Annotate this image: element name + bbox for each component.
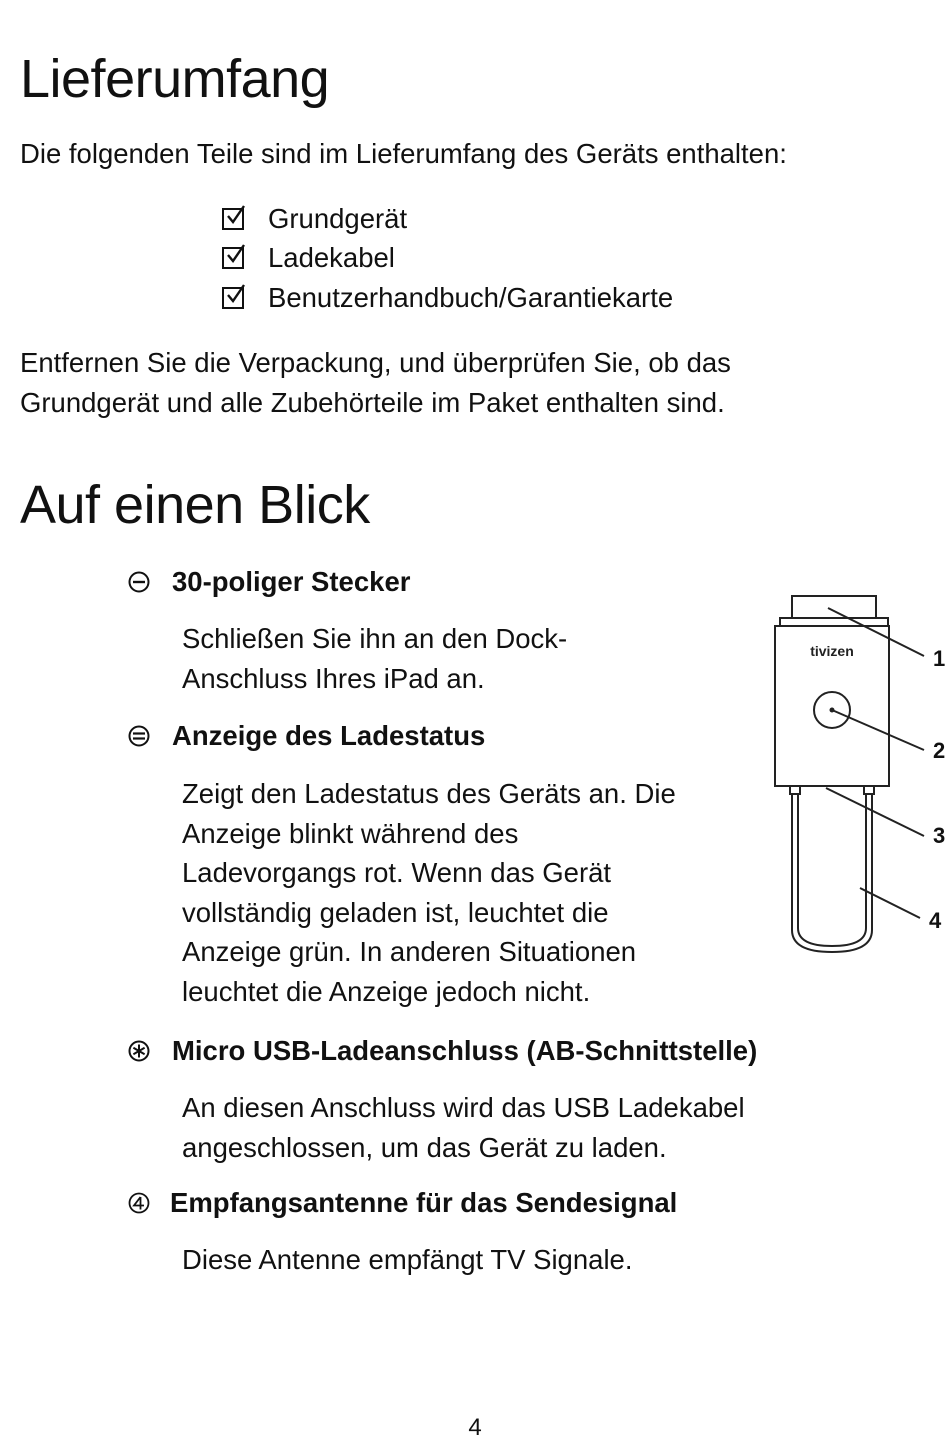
item-heading-usb: [128, 1031, 757, 1071]
section-title-auf-einen-blick: Auf einen Blick: [20, 475, 370, 535]
callout-label-3: 3: [933, 823, 946, 848]
item-description-ladestatus: [182, 774, 742, 1011]
item-heading-text: Micro USB-Ladeanschluss (AB-Schnittstelle): [172, 1035, 758, 1066]
list-item-label: Ladekabel: [268, 242, 395, 274]
usb-port-right-shape: [864, 786, 874, 794]
page-number: 4: [468, 1414, 482, 1441]
unpacking-note-line: Entfernen Sie die Verpackung, und überprüfen Sie, ob das: [20, 347, 731, 378]
item-heading-ladestatus: [128, 716, 485, 756]
description-line: Zeigt den Ladestatus des Geräts an. Die: [182, 778, 676, 809]
unpacking-note-line: Grundgerät und alle Zubehörteile im Paket enthalten sind.: [20, 387, 725, 418]
item-heading-text: Empfangsantenne für das Sendesignal: [170, 1187, 678, 1218]
leader-line-4: [860, 888, 920, 918]
antenna-loop-inner: [798, 794, 866, 946]
description-line: leuchtet die Anzeige jedoch nicht.: [182, 975, 591, 1007]
description-line: Diese Antenne empfängt TV Signale.: [182, 1244, 633, 1275]
usb-port-left-shape: [790, 786, 800, 794]
connector-pins-shape: [792, 596, 876, 618]
item-heading-text: Anzeige des Ladestatus: [172, 720, 486, 751]
description-line: Anzeige blinkt während des: [182, 817, 519, 849]
package-contents-list: [222, 199, 673, 318]
item-description-antenne: [182, 1240, 782, 1280]
brand-logo: tivizen: [810, 643, 854, 659]
list-item: [222, 278, 673, 318]
list-item-label: Grundgerät: [268, 202, 408, 234]
checked-box-icon: [222, 247, 244, 269]
description-line: vollständig geladen ist, leuchtet die: [182, 896, 609, 928]
description-line: Ladevorgangs rot. Wenn das Gerät: [182, 857, 612, 888]
list-item: [222, 199, 673, 239]
description-line: An diesen Anschluss wird das USB Ladekabel: [182, 1092, 745, 1123]
callout-label-4: 4: [929, 908, 942, 933]
callout-label-2: 2: [933, 738, 946, 763]
list-item-label: Benutzerhandbuch/Garantiekarte: [268, 281, 674, 313]
circled-number-2-icon: [128, 725, 150, 747]
item-description-stecker: [182, 619, 622, 698]
description-line: Schließen Sie ihn an den Dock-: [182, 623, 568, 654]
checked-box-icon: [222, 287, 244, 309]
device-illustration: [770, 590, 950, 970]
checked-box-icon: [222, 208, 244, 230]
list-item: [222, 239, 673, 279]
section-title-lieferumfang: Lieferumfang: [20, 49, 330, 109]
item-heading-antenne: [128, 1183, 677, 1223]
unpacking-note: [20, 343, 731, 423]
item-description-usb: [182, 1088, 882, 1167]
item-heading-text: 30-poliger Stecker: [172, 566, 411, 597]
leader-line-3: [826, 788, 924, 836]
connector-base-shape: [780, 618, 888, 626]
description-line: angeschlossen, um das Gerät zu laden.: [182, 1131, 667, 1163]
antenna-loop-outer: [792, 794, 872, 952]
circled-number-3-icon: [128, 1040, 150, 1062]
callout-label-1: 1: [933, 646, 946, 671]
circled-number-4-icon: [128, 1192, 150, 1214]
lieferumfang-intro: Die folgenden Teile sind im Lieferumfang des Geräts enthalten:: [20, 138, 787, 169]
item-heading-stecker: [128, 562, 410, 602]
description-line: Anschluss Ihres iPad an.: [182, 662, 485, 694]
description-line: Anzeige grün. In anderen Situationen: [182, 936, 637, 967]
circled-number-1-icon: [128, 571, 150, 593]
